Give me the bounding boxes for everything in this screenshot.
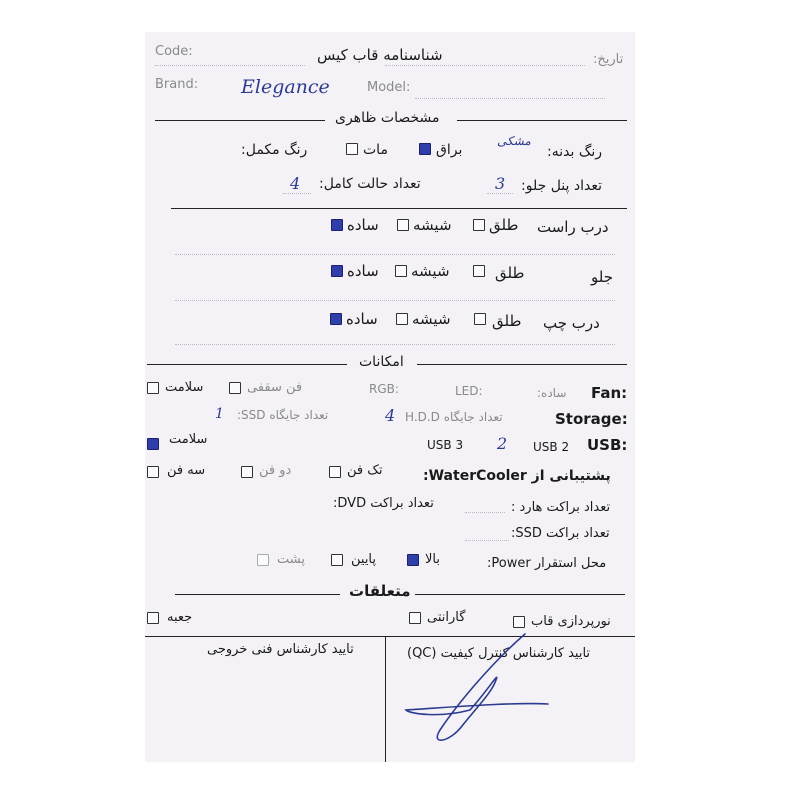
acc-warranty-checkbox[interactable] <box>409 612 421 624</box>
acc-box-label: جعبه <box>167 610 193 625</box>
ssd-bays-label: تعداد جایگاه SSD: <box>237 408 329 422</box>
left-door-plain: ساده <box>346 310 378 328</box>
usb-label: USB: <box>587 436 628 454</box>
front-plain: ساده <box>347 262 379 280</box>
qc-signature <box>400 630 550 750</box>
model-field-line <box>415 98 605 99</box>
output-approval-label: تایید کارشناس فنی خروجی <box>207 642 354 657</box>
ssd-brackets-label: تعداد براکت SSD: <box>511 526 610 541</box>
right-door-mesh: طلق <box>489 216 519 234</box>
glossy-checkbox[interactable] <box>419 143 431 155</box>
front-panels-value: 3 <box>495 174 506 193</box>
code-field-line <box>155 65 305 66</box>
fan-top-checkbox[interactable] <box>229 382 241 394</box>
model-label: Model: <box>367 80 411 95</box>
wc-three-fan-checkbox[interactable] <box>147 466 159 478</box>
usb-healthy-checkbox[interactable] <box>147 438 159 450</box>
left-door-glass: شیشه <box>412 310 451 328</box>
right-door-glass: شیشه <box>413 216 452 234</box>
wc-two-fan-label: دو فن <box>259 463 292 478</box>
left-door-glass-checkbox[interactable] <box>396 313 408 325</box>
form-title: شناسنامه قاب کیس <box>317 46 443 64</box>
storage-label: Storage: <box>555 410 628 428</box>
right-door-mesh-checkbox[interactable] <box>473 219 485 231</box>
usb2-label: USB 2 <box>533 440 570 454</box>
front-panels-label: تعداد پنل جلو: <box>521 178 602 194</box>
brand-label: Brand: <box>155 77 199 92</box>
front-glass-checkbox[interactable] <box>395 265 407 277</box>
right-door-plain: ساده <box>347 216 379 234</box>
power-back-checkbox[interactable] <box>257 554 269 566</box>
power-bottom-label: پایین <box>351 552 377 567</box>
right-door-label: درب راست <box>537 218 609 236</box>
accessories-heading: متعلقات <box>349 582 411 600</box>
hdd-bays-value: 4 <box>385 406 396 425</box>
watercooler-label: پشتیبانی از WaterCooler: <box>423 468 611 484</box>
right-door-plain-checkbox[interactable] <box>331 219 343 231</box>
full-modes-value: 4 <box>290 174 301 193</box>
code-label: Code: <box>155 44 193 59</box>
power-back-label: پشت <box>277 552 305 567</box>
fan-healthy-checkbox[interactable] <box>147 382 159 394</box>
fan-led-label: LED: <box>455 384 483 398</box>
front-mesh-checkbox[interactable] <box>473 265 485 277</box>
left-door-label: درب چپ <box>543 314 600 332</box>
power-top-checkbox[interactable] <box>407 554 419 566</box>
wc-one-fan-label: تک فن <box>347 463 383 478</box>
front-glass: شیشه <box>411 262 450 280</box>
hdd-bays-label: تعداد جایگاه H.D.D <box>405 410 503 424</box>
acc-lighting-label: نورپردازی قاب <box>531 614 611 629</box>
front-label: جلو <box>591 268 613 286</box>
usb2-value: 2 <box>497 434 508 453</box>
matte-label: مات <box>363 142 388 158</box>
left-door-mesh: طلق <box>492 312 522 330</box>
usb3-label: USB 3 <box>427 438 464 452</box>
acc-lighting-checkbox[interactable] <box>513 616 525 628</box>
acc-warranty-label: گارانتی <box>427 610 466 625</box>
wc-three-fan-label: سه فن <box>167 463 206 478</box>
hard-brackets-label: تعداد براکت هارد : <box>511 500 611 515</box>
left-door-mesh-checkbox[interactable] <box>474 313 486 325</box>
fan-label: Fan: <box>591 384 628 402</box>
fan-healthy-label: سلامت <box>165 380 204 395</box>
features-heading: امکانات <box>359 354 404 370</box>
power-top-label: بالا <box>425 552 440 567</box>
power-bottom-checkbox[interactable] <box>331 554 343 566</box>
body-color-label: رنگ بدنه: <box>547 144 603 160</box>
full-modes-label: تعداد حالت کامل: <box>319 176 421 192</box>
left-door-plain-checkbox[interactable] <box>330 313 342 325</box>
appearance-heading: مشخصات ظاهری <box>335 110 440 126</box>
date-label: تاریخ: <box>593 52 624 67</box>
right-door-glass-checkbox[interactable] <box>397 219 409 231</box>
body-color-value: مشکی <box>497 134 531 148</box>
usb-healthy-label: سلامت <box>169 432 208 447</box>
wc-one-fan-checkbox[interactable] <box>329 466 341 478</box>
secondary-color-label: رنگ مکمل: <box>241 142 308 158</box>
front-mesh: طلق <box>495 264 525 282</box>
brand-value: Elegance <box>241 76 330 98</box>
date-field-line <box>385 65 585 66</box>
power-location-label: محل استقرار Power: <box>487 556 607 571</box>
case-spec-sheet <box>145 32 635 762</box>
qc-approval-label: تایید کارشناس کنترل کیفیت (QC) <box>407 646 591 661</box>
wc-two-fan-checkbox[interactable] <box>241 466 253 478</box>
glossy-label: براق <box>436 142 463 158</box>
matte-checkbox[interactable] <box>346 143 358 155</box>
dvd-brackets-label: تعداد براکت DVD: <box>333 496 434 511</box>
acc-box-checkbox[interactable] <box>147 612 159 624</box>
front-plain-checkbox[interactable] <box>331 265 343 277</box>
fan-top-label: فن سقفی <box>247 380 303 395</box>
fan-rgb-label: RGB: <box>369 382 399 396</box>
fan-plain-label: ساده: <box>537 386 567 400</box>
ssd-bays-value: 1 <box>215 406 224 422</box>
